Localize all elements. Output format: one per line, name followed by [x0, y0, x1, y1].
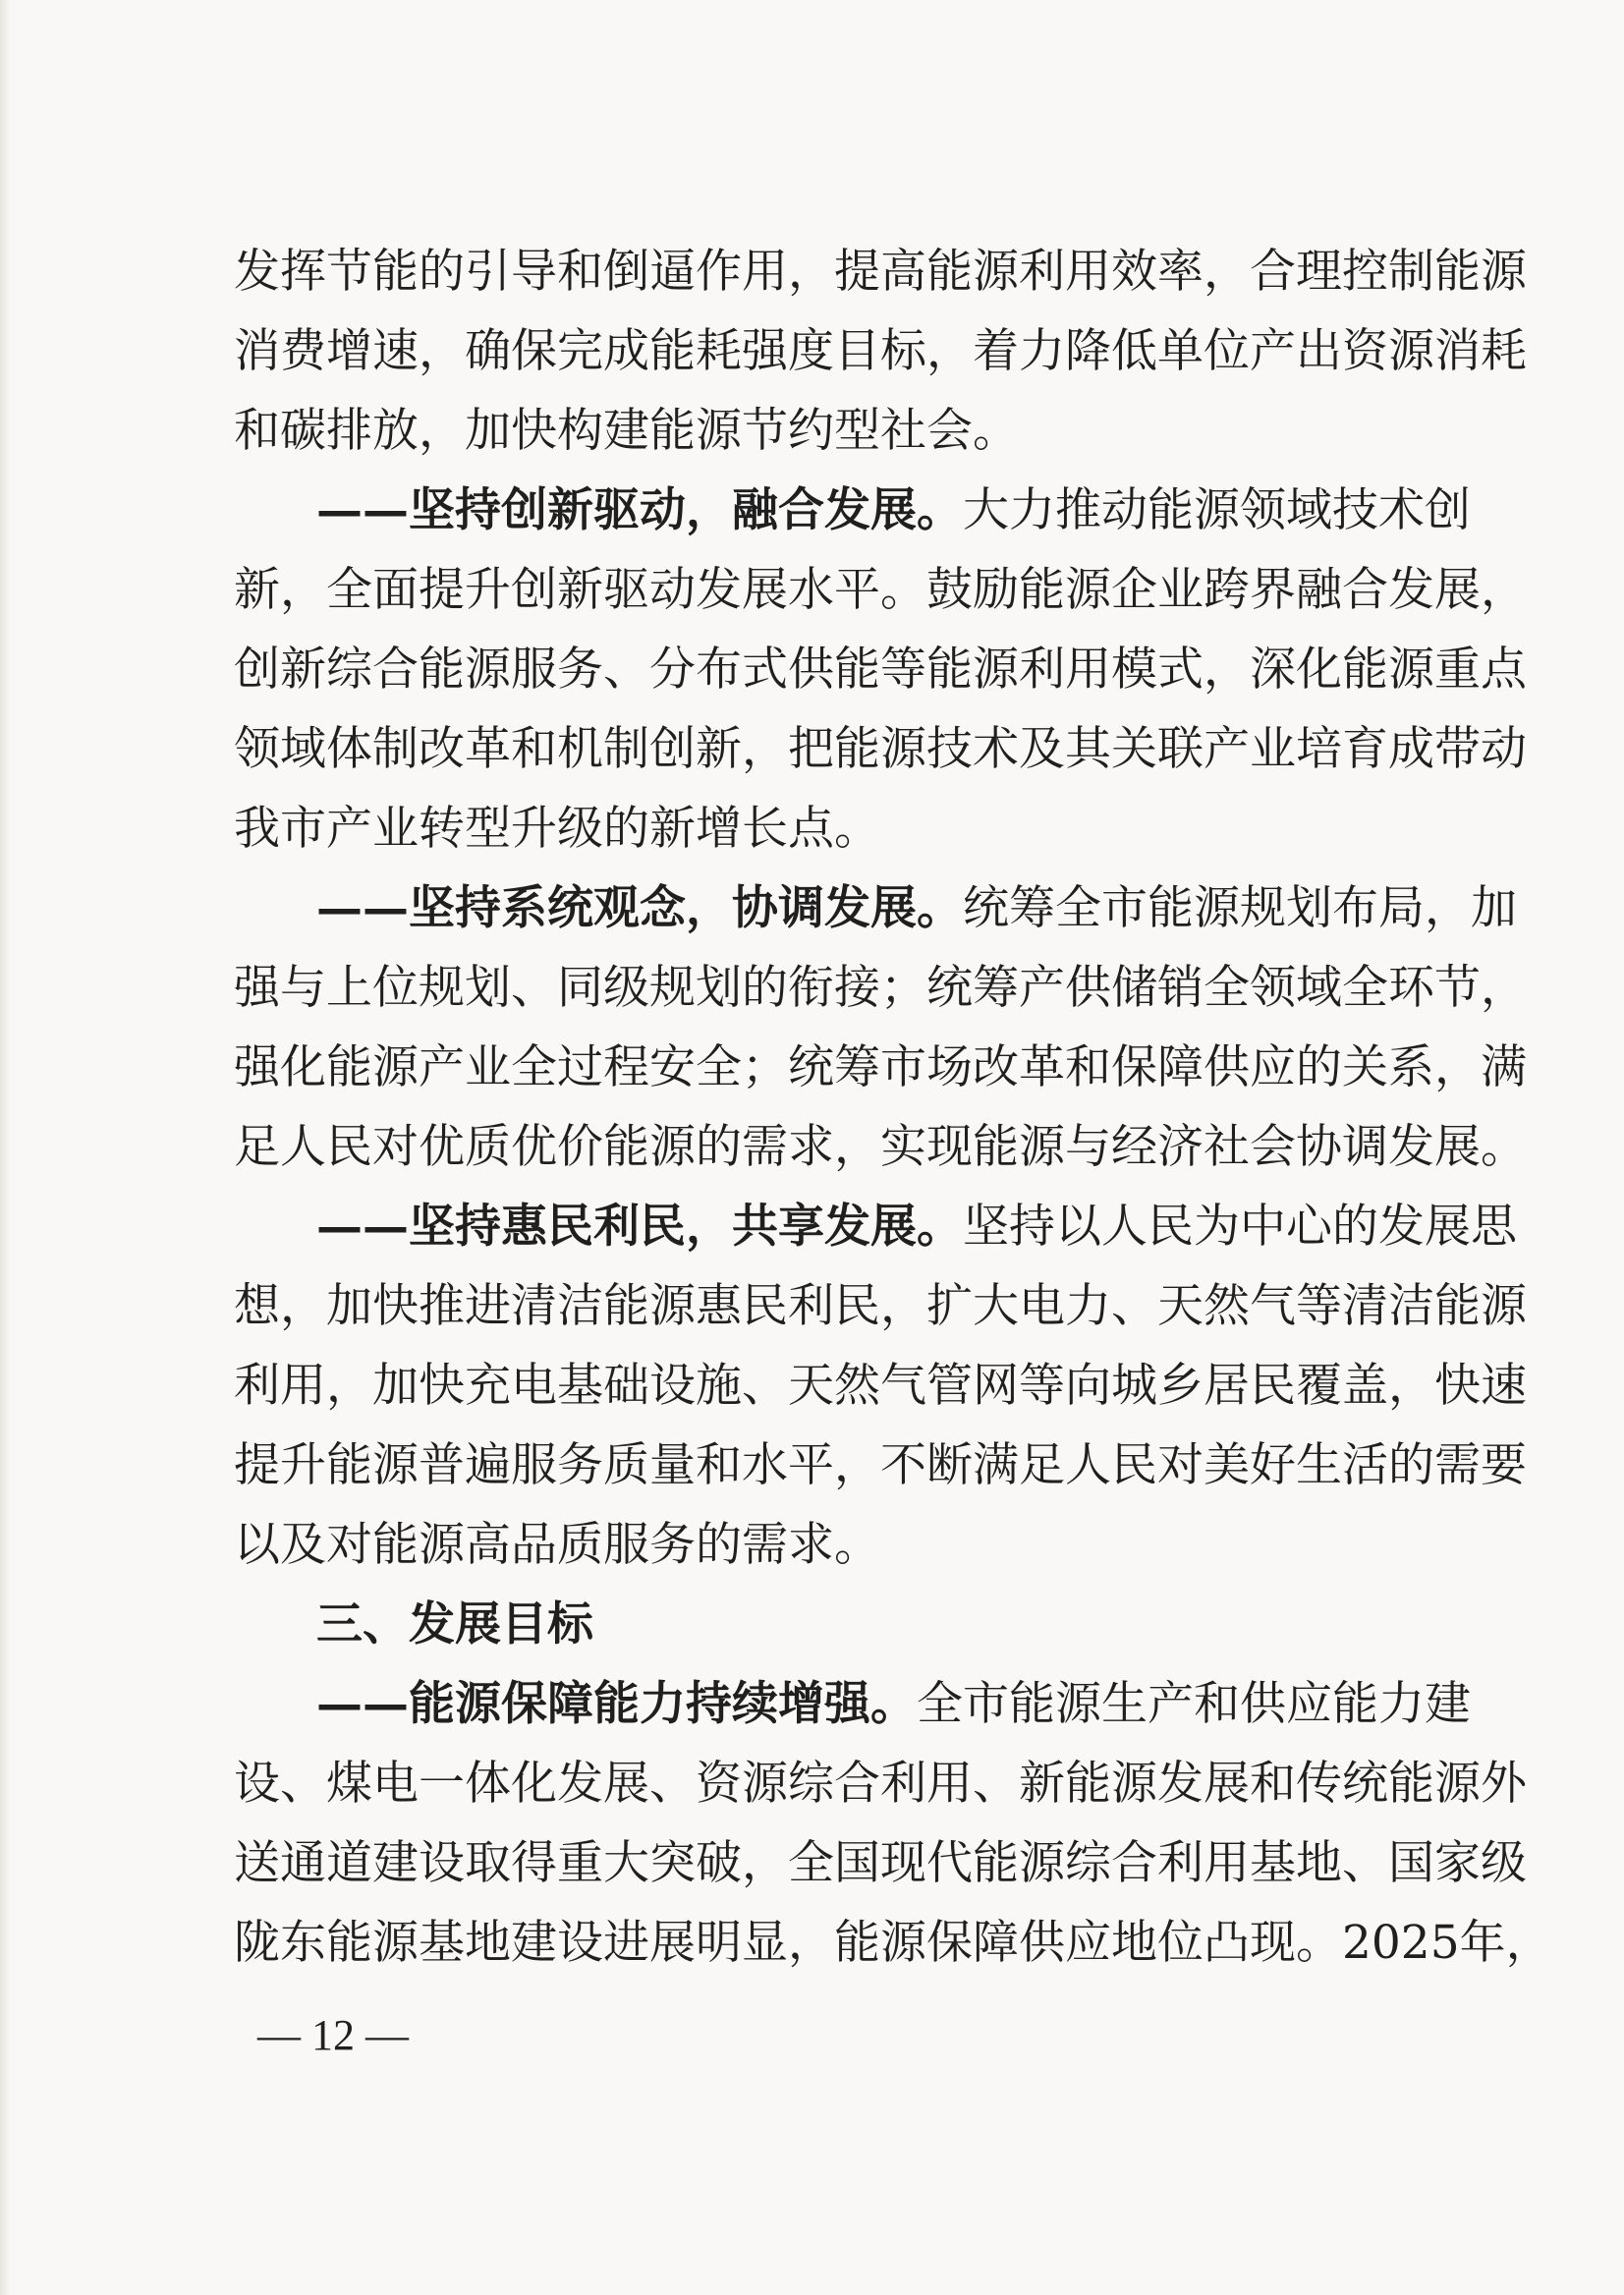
- paragraph-line: 领域体制改革和机制创新，把能源技术及其关联产业培育成带动: [234, 722, 1527, 776]
- paragraph-line: 新，全面提升创新驱动发展水平。鼓励能源企业跨界融合发展，: [234, 563, 1527, 617]
- goal-line-supply: ——能源保障能力持续增强。全市能源生产和供应能力建: [316, 1677, 1471, 1731]
- paragraph-line: 足人民对优质优价能源的需求，实现能源与经济社会协调发展。: [234, 1120, 1527, 1174]
- principle-title: ——坚持惠民利民，共享发展。: [316, 1200, 963, 1254]
- paragraph-line: 送通道建设取得重大突破，全国现代能源综合利用基地、国家级: [234, 1836, 1527, 1890]
- paragraph-line: 消费增速，确保完成能耗强度目标，着力降低单位产出资源消耗: [234, 324, 1527, 378]
- principle-line-innovation: ——坚持创新驱动，融合发展。大力推动能源领域技术创: [316, 483, 1471, 537]
- page-number: — 12 —: [257, 2011, 409, 2059]
- paragraph-line: 我市产业转型升级的新增长点。: [234, 802, 880, 856]
- paragraph-line: 强与上位规划、同级规划的衔接；统筹产供储销全领域全环节，: [234, 961, 1527, 1015]
- paragraph-line: 设、煤电一体化发展、资源综合利用、新能源发展和传统能源外: [234, 1757, 1527, 1811]
- paragraph-line: 强化能源产业全过程安全；统筹市场改革和保障供应的关系，满: [234, 1040, 1527, 1094]
- paragraph-line: 陇东能源基地建设进展明显，能源保障供应地位凸现。2025年，: [234, 1916, 1552, 1970]
- paragraph-line: 创新综合能源服务、分布式供能等能源利用模式，深化能源重点: [234, 643, 1527, 697]
- principle-line-coordination: ——坚持系统观念，协调发展。统筹全市能源规划布局，加: [316, 881, 1517, 935]
- goal-title: ——能源保障能力持续增强。: [316, 1677, 917, 1731]
- page-edge-shadow: [0, 0, 10, 2295]
- paragraph-line: 和碳排放，加快构建能源节约型社会。: [234, 404, 1019, 458]
- paragraph-line: 发挥节能的引导和倒逼作用，提高能源利用效率，合理控制能源: [234, 245, 1527, 299]
- principle-title: ——坚持创新驱动，融合发展。: [316, 483, 963, 537]
- section-heading: 三、发展目标: [316, 1597, 593, 1651]
- principle-line-sharing: ——坚持惠民利民，共享发展。坚持以人民为中心的发展思: [316, 1200, 1517, 1254]
- principle-title: ——坚持系统观念，协调发展。: [316, 881, 963, 935]
- paragraph-line: 以及对能源高品质服务的需求。: [234, 1518, 880, 1572]
- paragraph-line: 提升能源普遍服务质量和水平，不断满足人民对美好生活的需要: [234, 1438, 1527, 1492]
- paragraph-line: 想，加快推进清洁能源惠民利民，扩大电力、天然气等清洁能源: [234, 1279, 1527, 1333]
- paragraph-line: 利用，加快充电基础设施、天然气管网等向城乡居民覆盖，快速: [234, 1359, 1527, 1413]
